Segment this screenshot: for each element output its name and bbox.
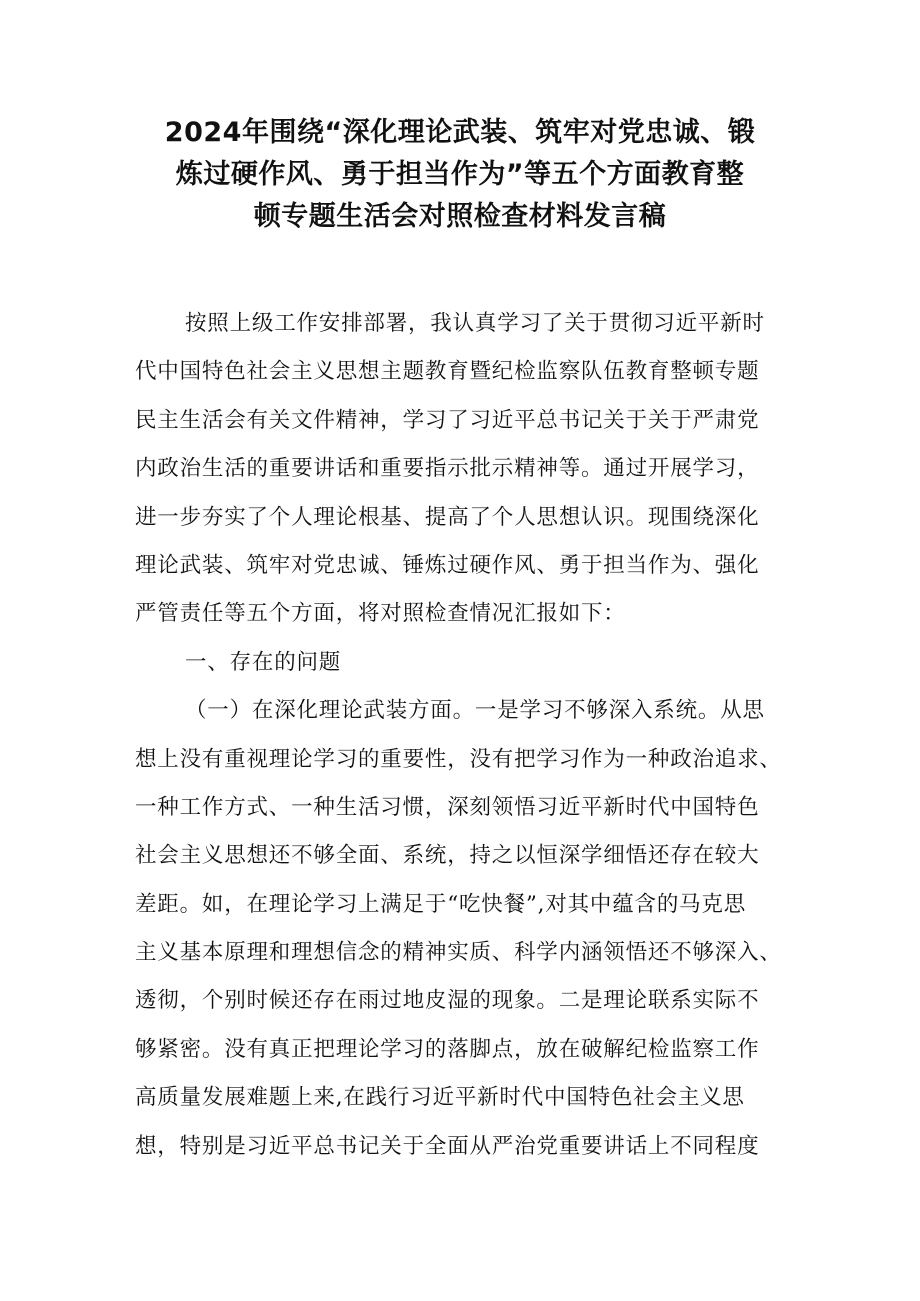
title-line-1: 2024年围绕“深化理论武装、筑牢对党忠诚、锻	[164, 117, 756, 148]
body-line: （一）在深化理论武装方面。一是学习不够深入系统。从思	[185, 698, 765, 724]
title-line-3: 顿专题生活会对照检查材料发言稿	[253, 201, 667, 232]
body-line: 按照上级工作安排部署，我认真学习了关于贯彻习近平新时	[185, 311, 765, 336]
body-line: 代中国特色社会主义思想主题教育暨纪检监察队伍教育整顿专题	[135, 359, 760, 385]
body-line: 一种工作方式、一种生活习惯，深刻领悟习近平新时代中国特色	[135, 794, 760, 820]
body-line: 差距。如，在理论学习上满足于“吃快餐”,对其中蕴含的马克思	[135, 891, 747, 917]
body-line: 想，特别是习近平总书记关于全面从严治党重要讲话上不同程度	[135, 1133, 760, 1159]
section-heading: 一、存在的问题	[185, 649, 342, 675]
body-line: 理论武装、筑牢对党忠诚、锤炼过硬作风、勇于担当作为、强化	[135, 552, 760, 578]
body-line: 高质量发展难题上来,在践行习近平新时代中国特色社会主义思	[135, 1085, 745, 1111]
body-line: 严管责任等五个方面，将对照检查情况汇报如下：	[135, 601, 626, 627]
body-line: 主义基本原理和理想信念的精神实质、科学内涵领悟还不够深入、	[135, 940, 782, 966]
body-line: 透彻，个别时候还存在雨过地皮湿的现象。二是理论联系实际不	[135, 988, 760, 1014]
document-title	[120, 112, 800, 238]
body-line: 进一步夯实了个人理论根基、提高了个人思想认识。现围绕深化	[135, 504, 760, 530]
body-line: 够紧密。没有真正把理论学习的落脚点，放在破解纪检监察工作	[135, 1036, 760, 1062]
body-line: 社会主义思想还不够全面、系统，持之以恒深学细悟还存在较大	[135, 843, 760, 869]
body-line: 内政治生活的重要讲话和重要指示批示精神等。通过开展学习，	[135, 456, 760, 482]
title-line-2: 炼过硬作风、勇于担当作为”等五个方面教育整	[175, 159, 745, 190]
document-body	[135, 300, 795, 1171]
body-line: 民主生活会有关文件精神，学习了习近平总书记关于关于严肃党	[135, 407, 760, 433]
body-line: 想上没有重视理论学习的重要性，没有把学习作为一种政治追求、	[135, 746, 782, 772]
